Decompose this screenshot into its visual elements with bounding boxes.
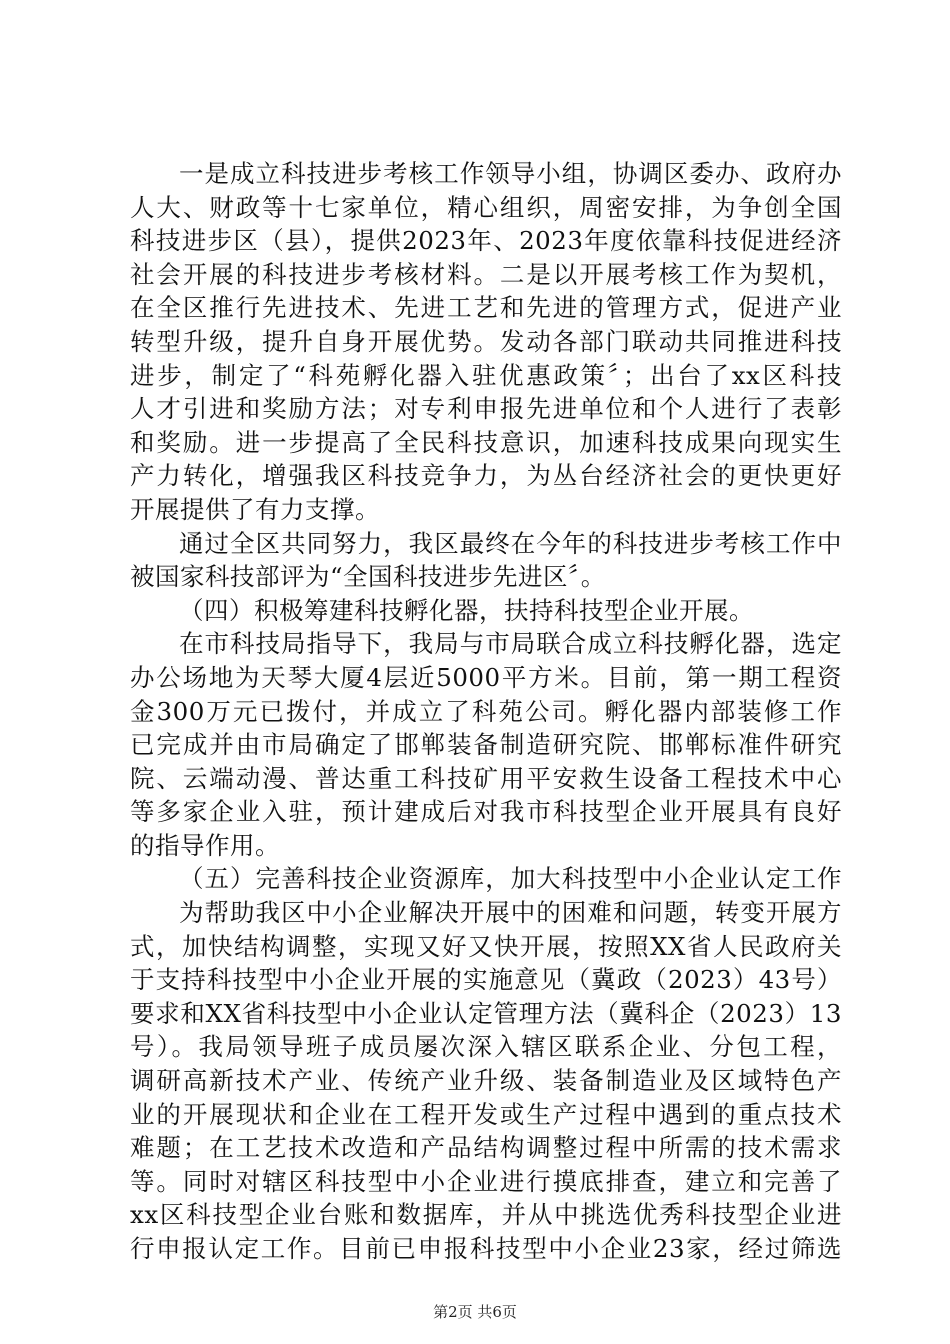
paragraph-line: 金300万元已拨付，并成立了科苑公司。孵化器内部装修工作: [130, 696, 842, 726]
paragraph-line: 社会开展的科技进步考核材料。二是以开展考核工作为契机，: [130, 259, 842, 289]
paragraph-line: 转型升级，提升自身开展优势。发动各部门联动共同推进科技: [130, 326, 842, 356]
paragraph-line: 在全区推行先进技术、先进工艺和先进的管理方式，促进产业: [130, 293, 842, 323]
paragraph-line: 难题；在工艺技术改造和产品结构调整过程中所需的技术需求: [130, 1133, 842, 1163]
paragraph-line: 和奖励。进一步提高了全民科技意识，加速科技成果向现实生: [130, 427, 842, 457]
paragraph-line: 科技进步区（县），提供2023年、2023年度依靠科技促进经济: [130, 226, 842, 256]
paragraph-line: 办公场地为天琴大厦4层近5000平方米。目前，第一期工程资: [130, 662, 842, 692]
paragraph-line: 式，加快结构调整，实现又好又快开展，按照XX省人民政府关: [130, 931, 842, 961]
paragraph-line: 为帮助我区中小企业解决开展中的困难和问题，转变开展方: [179, 898, 842, 928]
paragraph-line: 号）。我局领导班子成员屡次深入辖区联系企业、分包工程，: [130, 1032, 842, 1062]
paragraph-line: 于支持科技型中小企业开展的实施意见（冀政（2023）43号）: [130, 965, 842, 995]
paragraph-line: 已完成并由市局确定了邯郸装备制造研究院、邯郸标准件研究: [130, 730, 842, 760]
page-number-footer: 第2页 共6页: [433, 1303, 517, 1321]
paragraph-line: 通过全区共同努力，我区最终在今年的科技进步考核工作中: [179, 528, 842, 558]
paragraph-line: 进步，制定了“科苑孵化器入驻优惠政策〞；出台了xx区科技: [130, 360, 842, 390]
paragraph-line: 等。同时对辖区科技型中小企业进行摸底排查，建立和完善了: [130, 1166, 842, 1196]
section-heading: （四）积极筹建科技孵化器，扶持科技型企业开展。: [179, 595, 754, 625]
paragraph-line: 等多家企业入驻，预计建成后对我市科技型企业开展具有良好: [130, 797, 842, 827]
paragraph-line: 一是成立科技进步考核工作领导小组，协调区委办、政府办: [179, 159, 842, 188]
paragraph-line: 人才引进和奖励方法；对专利申报先进单位和个人进行了表彰: [130, 394, 842, 424]
paragraph-line: 调研高新技术产业、传统产业升级、装备制造业及区域特色产: [130, 1066, 842, 1096]
section-heading: （五）完善科技企业资源库，加大科技型中小企业认定工作: [179, 864, 842, 894]
document-body: [130, 157, 842, 1266]
paragraph-line: 被国家科技部评为“全国科技进步先进区〞。: [130, 562, 606, 592]
paragraph-line: 的指导作用。: [130, 830, 280, 860]
paragraph-line: 开展提供了有力支撑。: [130, 494, 380, 524]
paragraph-line: xx区科技型企业台账和数据库，并从中挑选优秀科技型企业进: [130, 1200, 842, 1230]
paragraph-line: 在市科技局指导下，我局与市局联合成立科技孵化器，选定: [179, 629, 842, 659]
paragraph-line: 人大、财政等十七家单位，精心组织，周密安排，为争创全国: [130, 192, 842, 222]
paragraph-line: 要求和XX省科技型中小企业认定管理方法（冀科企（2023）13: [130, 998, 842, 1028]
paragraph-line: 院、云端动漫、普达重工科技矿用平安救生设备工程技术中心: [130, 763, 842, 793]
paragraph-line: 行申报认定工作。目前已申报科技型中小企业23家，经过筛选: [130, 1234, 842, 1263]
paragraph-line: 业的开展现状和企业在工程开发或生产过程中遇到的重点技术: [130, 1099, 842, 1129]
paragraph-line: 产力转化，增强我区科技竞争力，为丛台经济社会的更快更好: [130, 461, 842, 491]
